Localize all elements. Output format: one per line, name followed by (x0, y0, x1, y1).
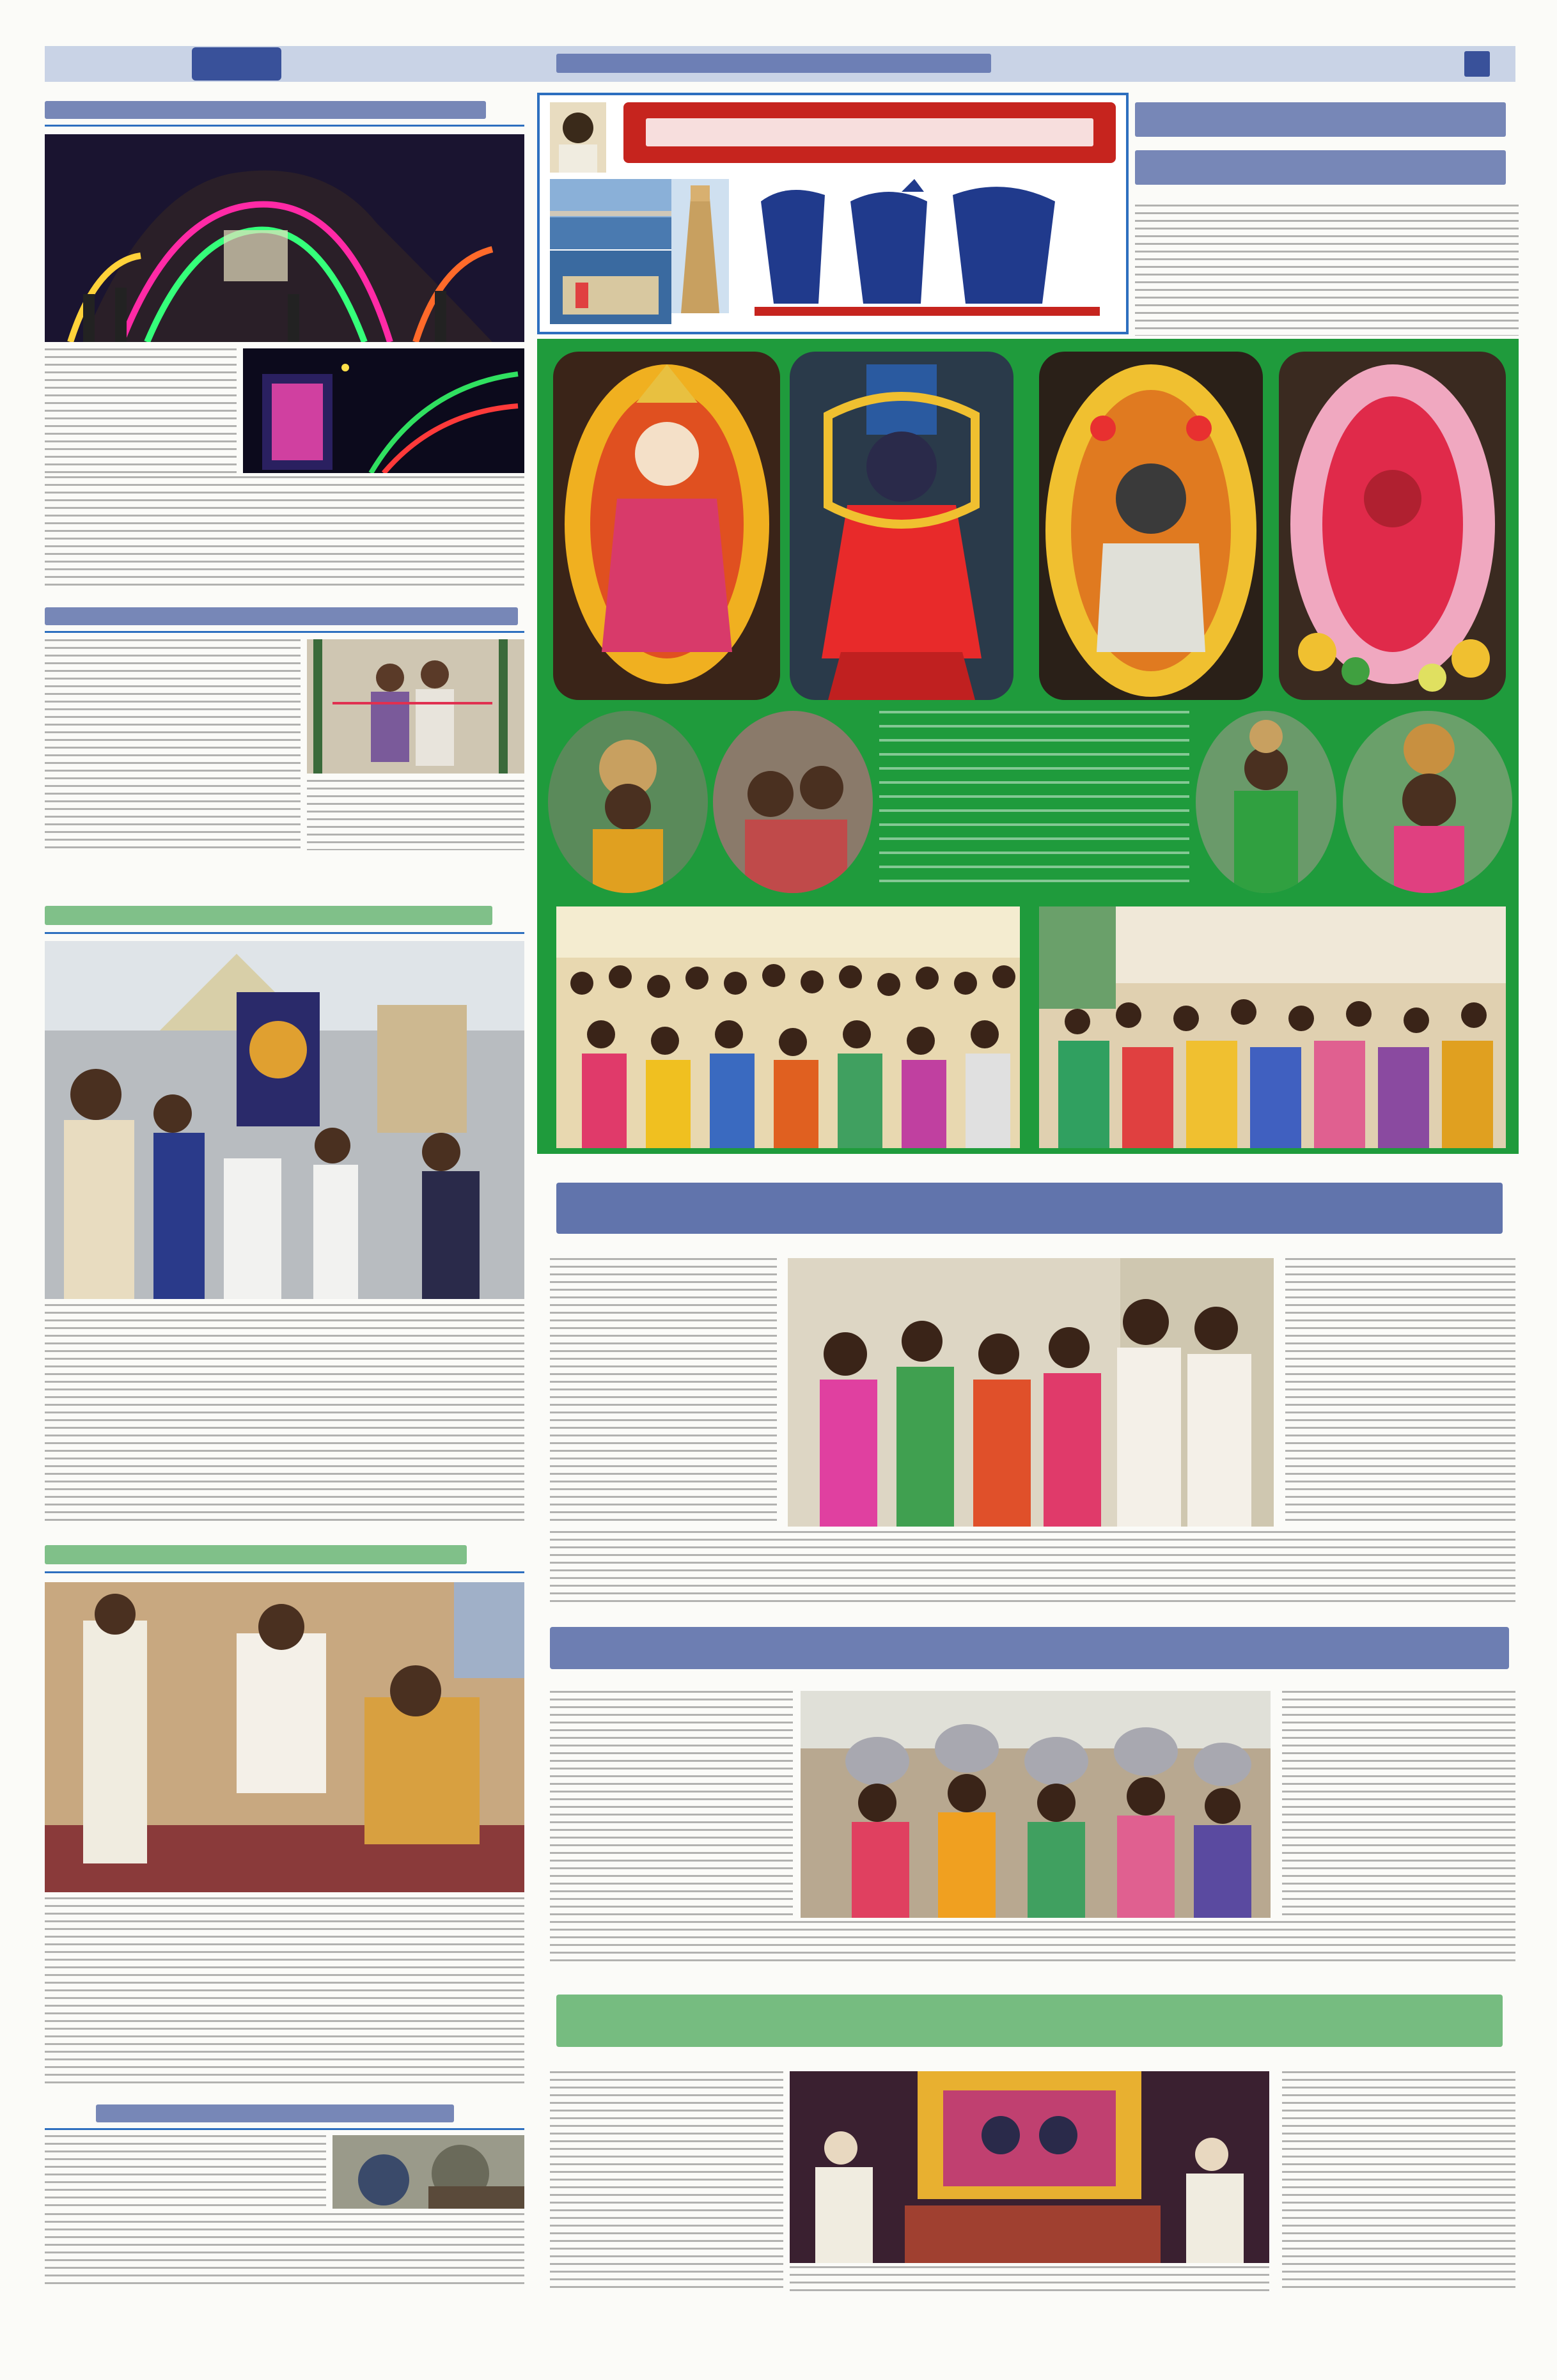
story-photo (801, 1691, 1271, 1918)
story-body (45, 348, 237, 473)
devotee-circle-photo (548, 711, 708, 893)
small-logo (192, 47, 281, 81)
story-headline (45, 898, 524, 934)
story-headline (550, 1982, 1515, 2062)
story-body (550, 2071, 783, 2292)
story-text-block (879, 711, 1189, 893)
story-headline (45, 1537, 524, 1573)
story-headline (1135, 96, 1519, 192)
story-body (1282, 1691, 1515, 1918)
story-body (550, 1531, 1515, 1608)
story-body (45, 639, 301, 850)
story-photo (307, 639, 524, 774)
story-photo (45, 941, 524, 1299)
bridge-photo (550, 179, 671, 249)
temple-tower-photo (671, 179, 729, 313)
story-body (307, 780, 524, 850)
crowd-photo (1039, 906, 1506, 1148)
deity-photo (1279, 352, 1506, 700)
page-number (1464, 51, 1490, 77)
deity-photo (1039, 352, 1263, 700)
story-body (790, 2266, 1269, 2292)
story-body (45, 1304, 524, 1525)
story-body (45, 1897, 524, 2089)
founder-portrait (550, 102, 606, 173)
port-photo (550, 251, 671, 324)
crowd-photo (556, 906, 1020, 1148)
story-headline (45, 95, 524, 127)
paper-name-line (646, 118, 1093, 146)
story-body (45, 476, 524, 588)
story-body (550, 1258, 777, 1527)
paper-logo (748, 176, 1106, 320)
story-headline (550, 1617, 1515, 1681)
story-photo (45, 1582, 524, 1892)
story-photo (790, 2071, 1269, 2263)
story-body (45, 2213, 524, 2290)
story-headline (45, 601, 524, 633)
deity-photo (790, 352, 1013, 700)
story-body (550, 1921, 1515, 1966)
story-photo (788, 1258, 1274, 1527)
devotee-circle-photo (1343, 711, 1512, 893)
story-headline (45, 2098, 524, 2130)
running-head (556, 54, 991, 73)
devotee-circle-photo (1196, 711, 1336, 893)
story-photo (333, 2135, 524, 2209)
devotee-circle-photo (713, 711, 873, 893)
story-body (1282, 2071, 1515, 2292)
story-photo (45, 134, 524, 342)
story-headline (550, 1170, 1515, 1247)
story-body (1135, 205, 1519, 336)
story-body (550, 1691, 793, 1918)
story-body (1285, 1258, 1515, 1527)
deity-photo (553, 352, 780, 700)
story-body (45, 2135, 326, 2209)
story-photo (243, 348, 524, 473)
